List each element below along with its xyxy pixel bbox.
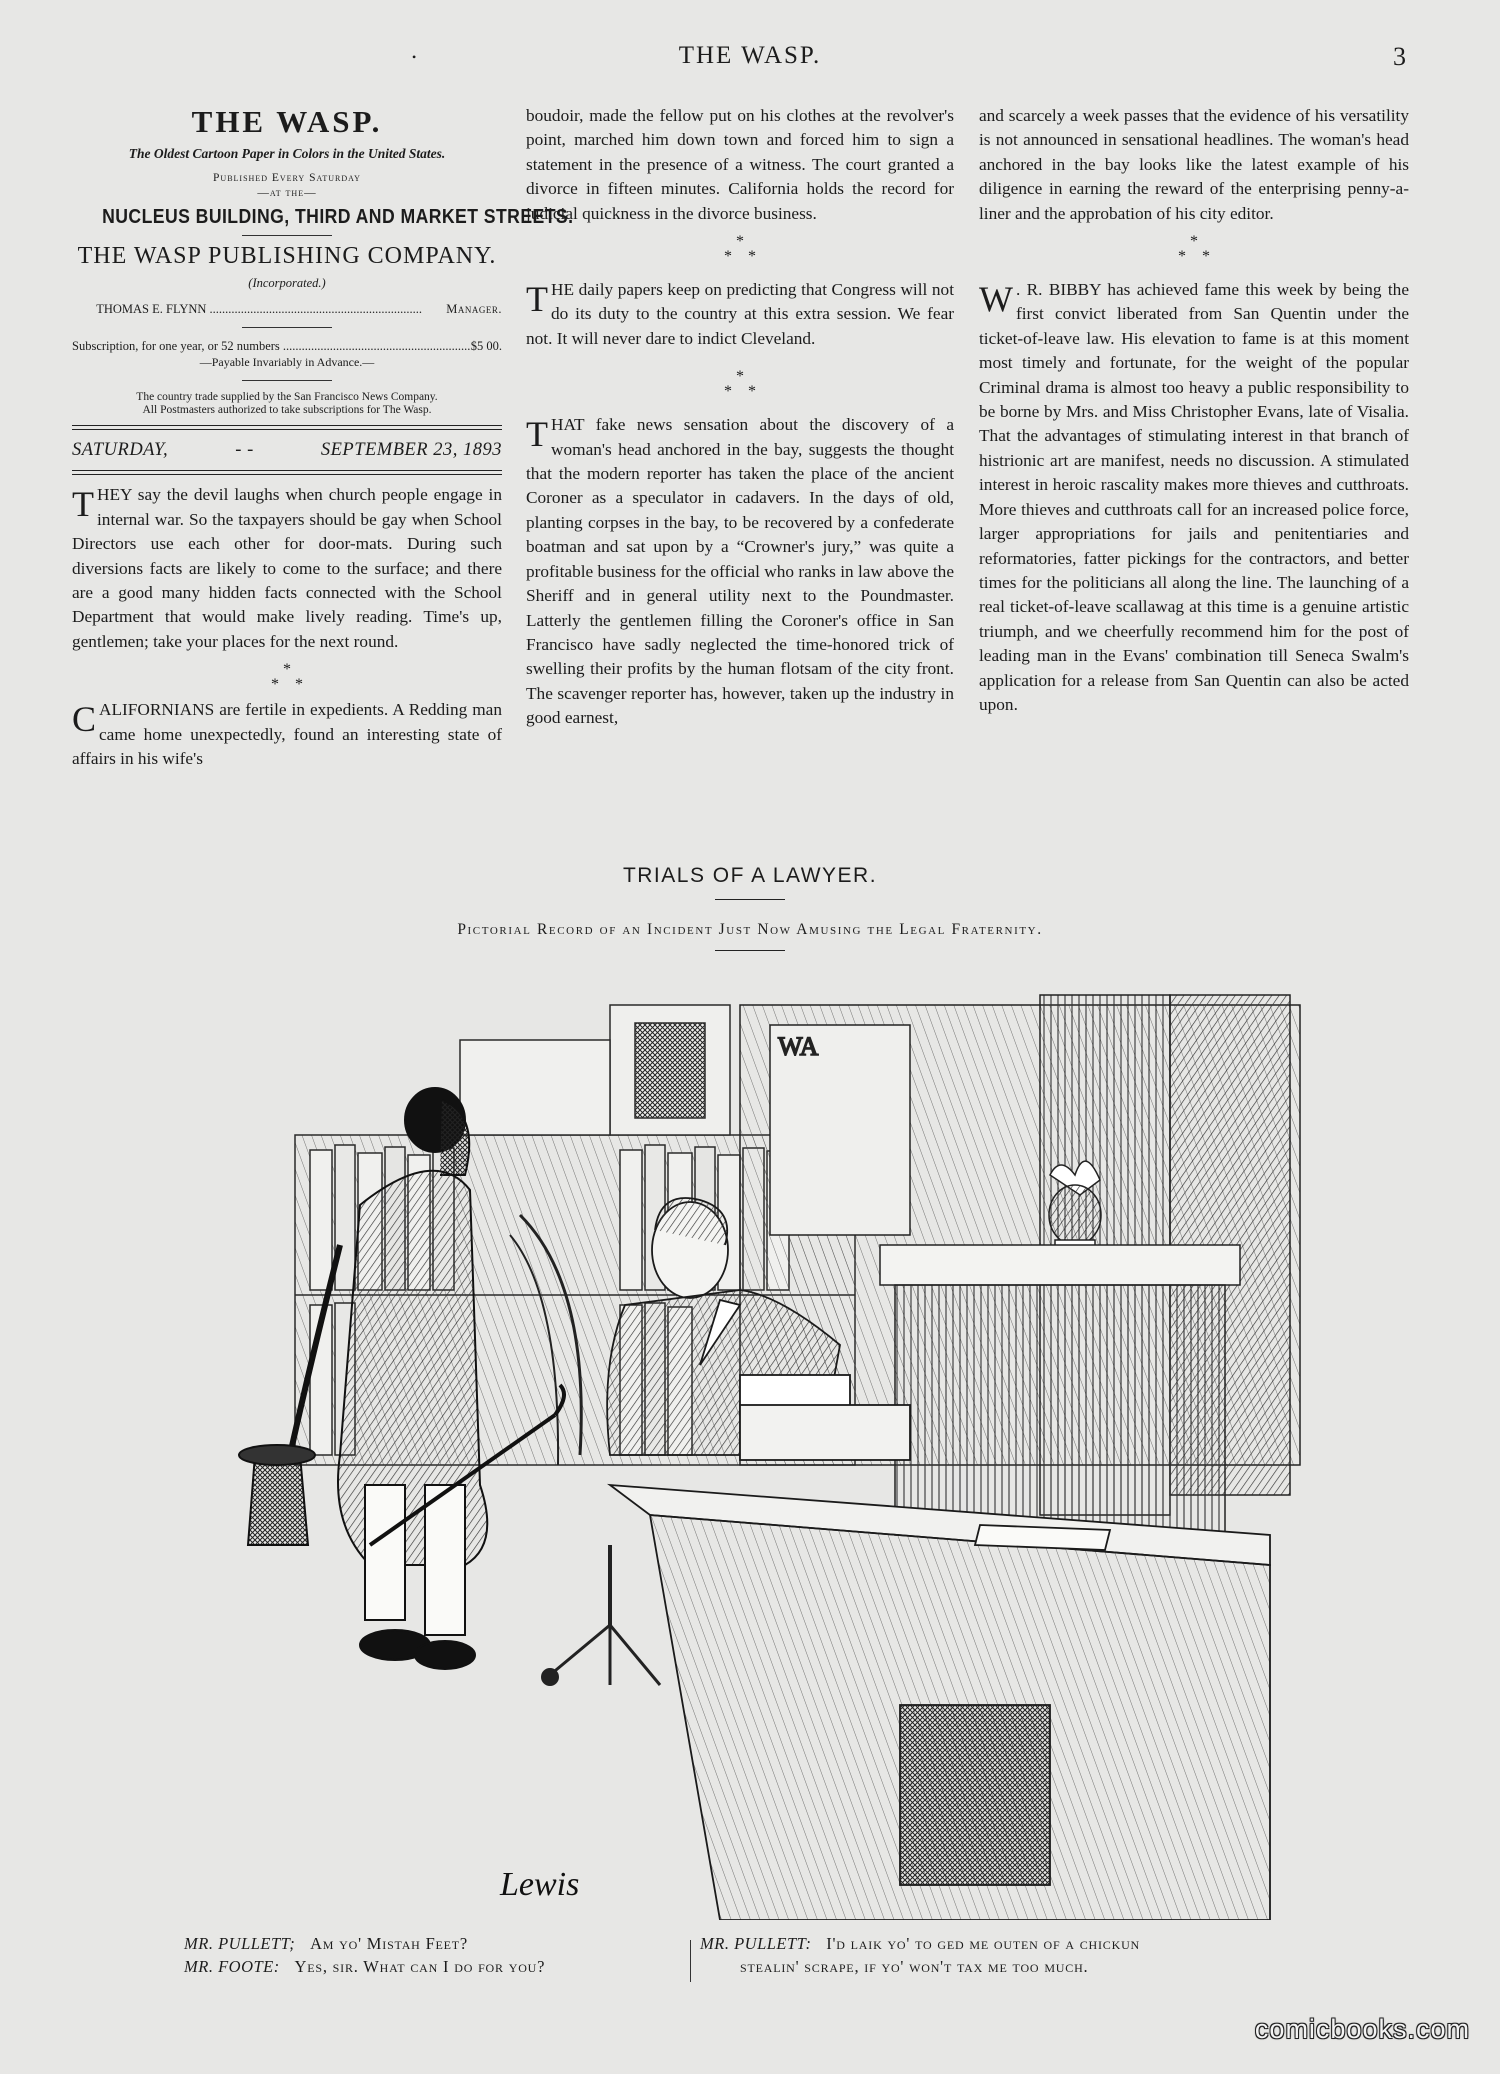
payable-note: —Payable Invariably in Advance.— [199,355,375,370]
caption-line [700,1932,1350,1955]
cabinet [880,1245,1240,1535]
masthead-address: NUCLEUS BUILDING, THIRD AND MARKET STREETS. [102,204,574,228]
drop-cap: T [72,484,94,525]
print-dot: • [412,50,417,64]
masthead [72,104,574,475]
caption-right [700,1932,1350,1978]
caption-left [184,1932,684,1978]
caption-speaker: MR. PULLETT; [184,1934,296,1953]
subtitle-rule [715,950,785,951]
trade-note-1: The country trade supplied by the San Francisco News Company. [136,391,438,404]
date-day: SATURDAY, [72,440,169,461]
masthead-incorporated: (Incorporated.) [248,275,326,290]
asterism-divider: * * * [271,661,303,694]
manager-title: Manager. [446,302,502,317]
article-paragraph [526,413,954,730]
title-rule [715,899,785,900]
asterism-divider: * * * [1178,233,1210,266]
date-full: SEPTEMBER 23, 1893 [320,440,502,461]
running-head [0,42,1500,76]
cartoon-subtitle: Pictorial Record of an Incident Just Now Amusing the Legal Fraternity. [457,921,1043,938]
article-text: HEY say the devil laughs when church people engage in internal war. So the taxpayers should be gay when School Directors use each other for door-mats. During such diversions facts are likely to come to the surface; and there are a good many hidden facts connected with the School Department that would make lively reading. Time's up, gentlemen; take your places for the next round. [72,485,502,651]
artist-signature: Lewis [500,1866,580,1903]
drop-cap: C [72,699,97,740]
running-title: THE WASP. [678,42,822,69]
date-dashes: - - [235,440,254,461]
divider [242,235,332,236]
asterism-divider: * * * [724,233,756,266]
article-paragraph [526,278,954,351]
masthead-company: THE WASP PUBLISHING COMPANY. [77,243,497,270]
masthead-tagline: The Oldest Cartoon Paper in Colors in the United States. [128,146,446,162]
column-3 [979,104,1409,717]
subscription-row [72,338,502,354]
page-number: 3 [1393,42,1406,71]
subscription-label: Subscription, for one year, or 52 numbers ..... [72,338,471,354]
drop-cap: T [526,414,548,455]
article-paragraph: and scarcely a week passes that the evidence of his versatility is not announced in sensational headlines. The woman's head anchored in the bay looks like the latest example of his diligence in earning the reward of the enterprising penny-a-liner and the approbation of his city editor. [979,106,1409,223]
column-2 [526,104,954,731]
column-1 [72,104,574,772]
double-rule [72,470,502,475]
masthead-title: THE WASP. [191,104,383,139]
issue-date [72,438,502,462]
caption-divider [690,1940,691,1982]
cartoon-title: TRIALS OF A LAWYER. [622,864,878,887]
article-text: HAT fake news sensation about the discovery of a woman's head anchored in the bay, suggests the thought that the modern reporter has taken the place of the ancient Coroner as a speculator in cadavers. In the days of old, planting corpses in the bay, to be recovered by a confederate boatman and sat upon by a “Crowner's jury,” was quite a profitable business for the official who ranks in law above the Sheriff and in general utility next to the Poundmaster. Latterly the gentlemen filling the Coroner's office in San Francisco have sadly neglected the time-honored trick of swelling their profits by the human flotsam of the city front. The scavenger reporter has, however, taken up the industry in good earnest, [526,415,954,728]
watermark: comicbooks.com [1254,2014,1470,2044]
trade-note-2: All Postmasters authorized to take subscriptions for The Wasp. [142,404,432,417]
caption-dialogue: Am yo' Mistah Feet? [310,1934,469,1953]
drop-cap: T [526,279,548,320]
divider [242,327,332,328]
article-text: . R. BIBBY has achieved fame this week by being the first convict liberated from San Quentin under the ticket-of-leave law. His elevation to fame is at this moment most timely and fortunate, for the weight of the popular Criminal drama is almost too heavy a public responsibility to be borne by Mrs. and Miss Christopher Evans, late of Visalia. That the advantages of stimulating interest in that branch of histrionic art are manifest, needs no discussion. A stimulated interest in heroic rascality makes more thieves and cutthroats. More thieves and cutthroats call for an increased police force, larger appropriations for jails and penitentiaries and reformatories, fatter pickings for the contractors, and better times for the politicians all along the line. The launching of a real ticket-of-leave scallawag at this time is a genuine artistic triumph, and we cheerfully recommend him for the post of leading man in the Evans' combination till Seneca Swalm's application for a release from San Quentin can also be acted upon. [979,280,1409,714]
lawyer-office-illustration [180,985,1315,1920]
article-text: ALIFORNIANS are fertile in expedients. A Redding man came home unexpectedly, found an interesting state of affairs in his wife's [72,700,502,769]
caption-line [184,1955,684,1978]
subscription-price: $5 00. [470,339,502,354]
article-paragraph [72,698,502,771]
article-paragraph [979,278,1409,717]
drop-cap: W [979,279,1013,320]
asterism-divider: * * * [724,368,756,401]
double-rule [72,425,502,430]
caption-dialogue: Yes, sir. What can I do for you? [294,1957,546,1976]
masthead-at-the: —at the— [257,186,317,199]
divider [242,380,332,381]
masthead-published: Published Every Saturday [213,171,361,184]
caption-dialogue: stealin' scrape, if yo' won't tax me too much. [740,1957,1089,1976]
caption-line [700,1955,1350,1978]
article-paragraph: boudoir, made the fellow put on his clothes at the revolver's point, marched him down town and forced him to sign a statement in the presence of a witness. The court granted a divorce in fifteen minutes. California holds the record for judicial quickness in the divorce business. [526,106,954,223]
article-text: HE daily papers keep on predicting that Congress will not do its duty to the country at this extra session. We fear not. It will never dare to indict Cleveland. [526,280,954,348]
caption-speaker: MR. PULLETT: [700,1934,812,1953]
manager-row [72,301,502,317]
caption-line [184,1932,684,1955]
caption-dialogue: I'd laik yo' to ged me outen of a chickun [826,1934,1141,1953]
manager-name: THOMAS E. FLYNN ..... [72,301,446,317]
window-sign-text: WA [778,1032,819,1061]
article-paragraph [72,483,502,654]
caption-speaker: MR. FOOTE: [184,1957,280,1976]
